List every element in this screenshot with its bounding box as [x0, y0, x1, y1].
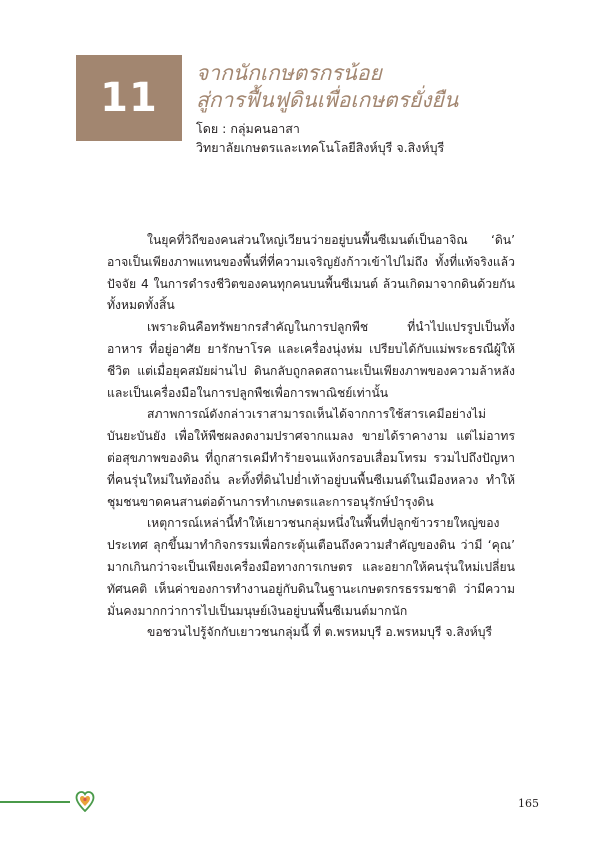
paragraph: เหตุการณ์เหล่านี้ทำให้เยาวชนกลุ่มหนึ่งในพื้นที่ปลูกข้าวรายใหญ่ของประเทศ ลุกขึ้นมาทำกิจกรรมเพื่อกระตุ้นเตือนถึงความสำคัญของดิน ว่ามี ‘คุณ’ มากเกินกว่าจะเป็นเพียงเครื่องมือทางการเกษตร และอยากให้คนรุ่นใหม่เปลี่ยนทัศนคติ เห็นค่าของการทำงานอยู่กับดินในฐานะเกษตรกรธรรมชาติ ว่ามีความมั่นคงมากกว่าการไปเป็นมนุษย์เงินอยู่บนพื้นซีเมนต์มากนัก [107, 516, 515, 618]
author: โดย : กลุ่มคนอาสา [196, 121, 300, 136]
article-body [107, 230, 515, 644]
affiliation: วิทยาลัยเกษตรและเทคโนโลยีสิงห์บุรี จ.สิงห์บุรี [196, 140, 445, 155]
chapter-number: 11 [100, 75, 158, 121]
chapter-number-box [76, 55, 182, 141]
byline [196, 119, 444, 157]
page-number: 165 [518, 797, 539, 810]
chapter-title-line-2: สู่การฟื้นฟูดินเพื่อเกษตรยั่งยืน [196, 88, 459, 112]
footer-divider [0, 801, 70, 803]
paragraph: สภาพการณ์ดังกล่าวเราสามารถเห็นได้จากการใช้สารเคมีอย่างไม่บันยะบันยัง เพื่อให้พืชผลงดงามปราศจากแมลง ขายได้ราคางาม แต่ไม่อาทรต่อสุขภาพของดิน ที่ถูกสารเคมีทำร้ายจนแห้งกรอบเสื่อมโทรม รวมไปถึงปัญหาที่คนรุ่นใหม่ในท้องถิ่น ละทิ้งที่ดินไปย่ำเท้าอยู่บนพื้นซีเมนต์ในเมืองหลวง ทำให้ชุมชนขาดคนสานต่อด้านการทำเกษตรและการอนุรักษ์บำรุงดิน [107, 407, 515, 509]
heart-pin-logo-icon [75, 790, 95, 812]
paragraph: เพราะดินคือทรัพยากรสำคัญในการปลูกพืช ที่นำไปแปรรูปเป็นทั้งอาหาร ที่อยู่อาศัย ยารักษาโรค และเครื่องนุ่งห่ม เปรียบได้กับแม่พระธรณีผู้ให้ชีวิต แต่เมื่อยุคสมัยผ่านไป ดินกลับถูกลดสถานะเป็นเพียงภาพของความล้าหลัง และเป็นเครื่องมือในการปลูกพืชเพื่อการพาณิชย์เท่านั้น [107, 320, 515, 400]
chapter-title-line-1: จากนักเกษตรกรน้อย [196, 61, 382, 85]
paragraph: ขอชวนไปรู้จักกับเยาวชนกลุ่มนี้ ที่ ต.พรหมบุรี อ.พรหมบุรี จ.สิงห์บุรี [147, 625, 493, 640]
paragraph: ในยุคที่วิถีของคนส่วนใหญ่เวียนว่ายอยู่บนพื้นซีเมนต์เป็นอาจิณ ‘ดิน’ อาจเป็นเพียงภาพแทนของพื้นที่ที่ความเจริญยังก้าวเข้าไปไม่ถึง ทั้งที่แท้จริงแล้วปัจจัย 4 ในการดำรงชีวิตของคนทุกคนบนพื้นซีเมนต์ ล้วนเกิดมาจากดินด้วยกันทั้งหมดทั้งสิ้น [107, 233, 515, 313]
chapter-title [196, 60, 556, 114]
